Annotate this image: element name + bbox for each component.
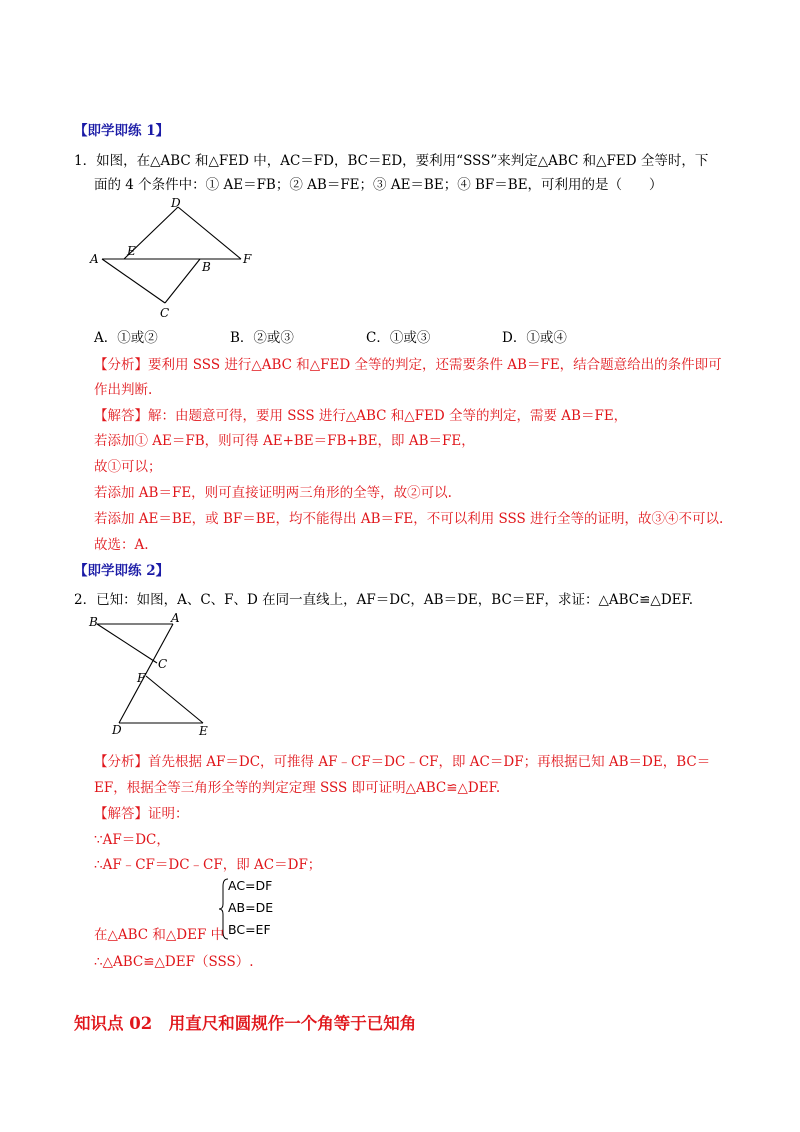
option-c: C．①或③ bbox=[366, 330, 431, 346]
analysis-1-line-1: 【分析】要利用 SSS 进行△ABC 和△FED 全等的判定，还需要条件 AB＝FE，结合题意给出的条件即可 bbox=[94, 357, 722, 373]
figure-2-label-a: A bbox=[171, 611, 180, 625]
figure-2-label-c: C bbox=[158, 657, 168, 671]
triangle-figure-1 bbox=[80, 195, 270, 325]
question-2-line: 2．已知：如图，A、C、F、D 在同一直线上，AF＝DC，AB＝DE，BC＝EF，求证：△ABC≌△DEF. bbox=[74, 592, 694, 608]
figure-2-label-d: D bbox=[112, 723, 122, 737]
question-1-line-1: 1．如图，在△ABC 和△FED 中，AC＝FD，BC＝ED，要利用“SSS”来判定△ABC 和△FED 全等时，下 bbox=[74, 153, 709, 169]
exercise-1-heading: 【即学即练 1】 bbox=[74, 123, 170, 139]
in-triangles-line: 在△ABC 和△DEF 中 bbox=[94, 927, 225, 943]
equation-system bbox=[218, 878, 288, 940]
answer-2-label: 【解答】证明： bbox=[94, 806, 189, 822]
answer-1-line-5: 若添加 AE＝BE，或 BF＝BE，均不能得出 AB＝FE，不可以利用 SSS 进行全等的证明，故③④不可以. bbox=[94, 511, 724, 527]
analysis-2-line-2: EF，根据全等三角形全等的判定定理 SSS 即可证明△ABC≌△DEF. bbox=[94, 780, 501, 796]
therefore-line: ∴AF﹣CF＝DC﹣CF，即 AC＝DF； bbox=[94, 857, 322, 873]
system-line-1: AC=DF bbox=[228, 878, 273, 893]
option-d: D．①或④ bbox=[502, 330, 567, 346]
section-title: 知识点 02 用直尺和圆规作一个角等于已知角 bbox=[74, 1014, 417, 1033]
conclusion-line: ∴△ABC≌△DEF（SSS）. bbox=[94, 954, 254, 970]
exercise-2-heading: 【即学即练 2】 bbox=[74, 563, 170, 579]
figure-1-label-a: A bbox=[90, 252, 99, 266]
because-line: ∵AF＝DC， bbox=[94, 832, 170, 848]
option-b: B．②或③ bbox=[230, 330, 294, 346]
triangle-figure-2 bbox=[85, 610, 225, 740]
analysis-1-line-2: 作出判断. bbox=[94, 382, 153, 398]
answer-1-line-2: 若添加① AE＝FB，则可得 AE+BE＝FB+BE，即 AB＝FE， bbox=[94, 433, 475, 449]
figure-1-label-b: B bbox=[202, 260, 211, 274]
system-line-3: BC=EF bbox=[228, 922, 271, 937]
figure-2-label-b: B bbox=[89, 615, 98, 629]
answer-1-line-3: 故①可以； bbox=[94, 459, 162, 475]
system-line-2: AB=DE bbox=[228, 900, 274, 915]
figure-1-label-f: F bbox=[243, 252, 252, 266]
figure-1-label-d: D bbox=[171, 196, 181, 210]
question-1-line-2: 面的 4 个条件中：① AE＝FB；② AB＝FE；③ AE＝BE；④ BF＝BE，可利用的是（ ） bbox=[94, 177, 663, 193]
figure-1-label-c: C bbox=[160, 306, 170, 320]
figure-2-label-e: E bbox=[199, 724, 208, 738]
analysis-2-line-1: 【分析】首先根据 AF＝DC，可推得 AF﹣CF＝DC﹣CF，即 AC＝DF；再根据已知 AB＝DE，BC＝ bbox=[94, 754, 711, 770]
figure-1-label-e: E bbox=[127, 244, 136, 258]
answer-1-line-1: 【解答】解：由题意可得，要用 SSS 进行△ABC 和△FED 全等的判定，需要 AB＝FE， bbox=[94, 408, 628, 424]
answer-1-line-4: 若添加 AB＝FE，则可直接证明两三角形的全等，故②可以. bbox=[94, 485, 452, 501]
answer-1-line-6: 故选：A. bbox=[94, 537, 149, 553]
figure-2-label-f: F bbox=[137, 671, 146, 685]
option-a: A．①或② bbox=[94, 330, 158, 346]
